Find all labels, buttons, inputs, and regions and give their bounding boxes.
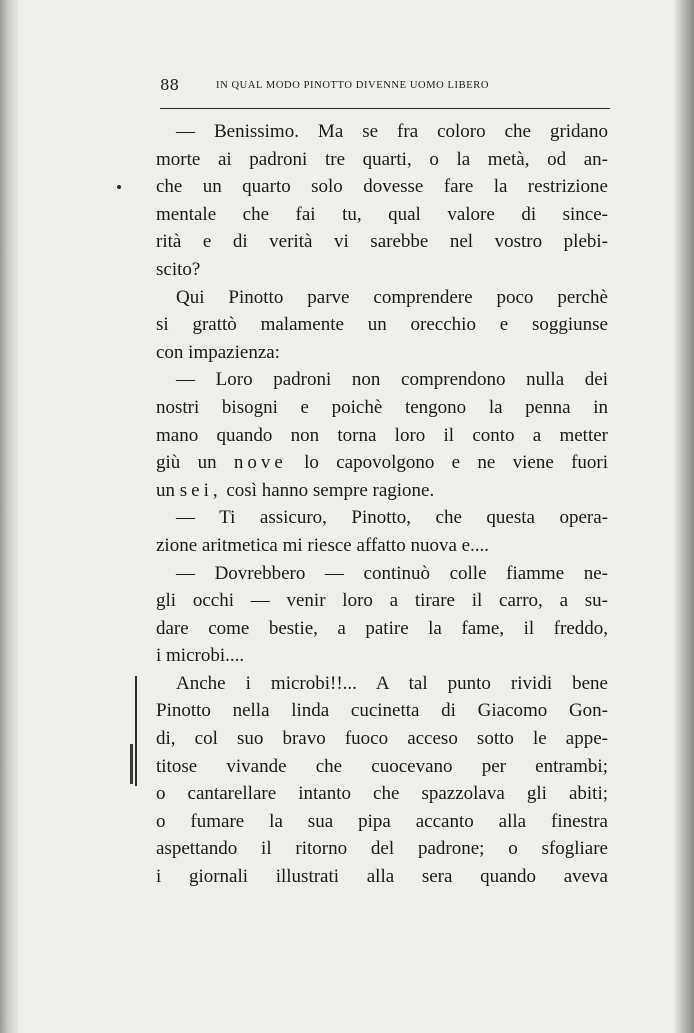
text-line: — Ti assicuro, Pinotto, che questa opera- [176, 507, 608, 529]
text-line: aspettando il ritorno del padrone; o sfogliare [156, 838, 608, 860]
header-rule [160, 108, 610, 109]
margin-marker-line [135, 676, 137, 786]
text-line: nostri bisogni e poichè tengono la penna in [156, 396, 608, 418]
text-body [156, 118, 608, 891]
text-line: titose vivande che cuocevano per entrambi; [156, 755, 608, 777]
text-line: gli occhi — venir loro a tirare il carro, a su- [156, 590, 608, 612]
text-line: con impazienza: [156, 341, 280, 363]
text-line: morte ai padroni tre quarti, o la metà, od an- [156, 148, 608, 170]
page-header [160, 76, 610, 100]
margin-marker-line [130, 744, 133, 784]
text-line: o fumare la sua pipa accanto alla finestra [156, 810, 608, 832]
text-line [156, 477, 608, 505]
spaced-word: nove [233, 452, 287, 474]
running-title: IN QUAL MODO PINOTTO DIVENNE UOMO LIBERO [216, 80, 490, 91]
text-segment: così hanno sempre ragione. [226, 479, 435, 501]
text-line: — Benissimo. Ma se fra coloro che gridano [176, 121, 608, 142]
text-line: Qui Pinotto parve comprendere poco perchè [176, 286, 608, 308]
text-line: Pinotto nella linda cucinetta di Giacomo Gon- [156, 700, 608, 722]
text-line: mentale che fai tu, qual valore di since- [156, 203, 608, 225]
text-segment: un [156, 479, 175, 501]
page-number: 88 [160, 76, 180, 94]
text-line: di, col suo bravo fuoco acceso sotto le appe- [156, 728, 608, 750]
text-line [156, 449, 608, 477]
text-line: — Dovrebbero — continuò colle fiamme ne- [176, 562, 608, 584]
text-segment: giù un [156, 452, 217, 474]
page-right-edge [674, 0, 694, 1033]
text-line: o cantarellare intanto che spazzolava gli abiti; [156, 783, 608, 805]
text-line: i microbi.... [156, 645, 245, 667]
text-line: zione aritmetica mi riesce affatto nuova e.... [156, 534, 490, 556]
text-line: dare come bestie, a patire la fame, il freddo, [156, 617, 608, 639]
binding-edge [0, 0, 18, 1033]
text-line: Anche i microbi!!... A tal punto rividi bene [176, 672, 608, 694]
text-line: i giornali illustrati alla sera quando aveva [156, 866, 608, 888]
text-segment: lo capovolgono e ne viene fuori [304, 452, 609, 474]
text-line: scito? [156, 258, 201, 280]
spaced-word: sei, [179, 479, 222, 501]
text-line: rità e di verità vi sarebbe nel vostro plebi- [156, 231, 608, 253]
text-line: mano quando non torna loro il conto a metter [156, 424, 608, 446]
text-line: si grattò malamente un orecchio e soggiunse [156, 314, 608, 336]
text-line: che un quarto solo dovesse fare la restrizione [156, 176, 608, 198]
text-line: — Loro padroni non comprendono nulla dei [176, 369, 608, 391]
margin-mark [117, 185, 121, 189]
